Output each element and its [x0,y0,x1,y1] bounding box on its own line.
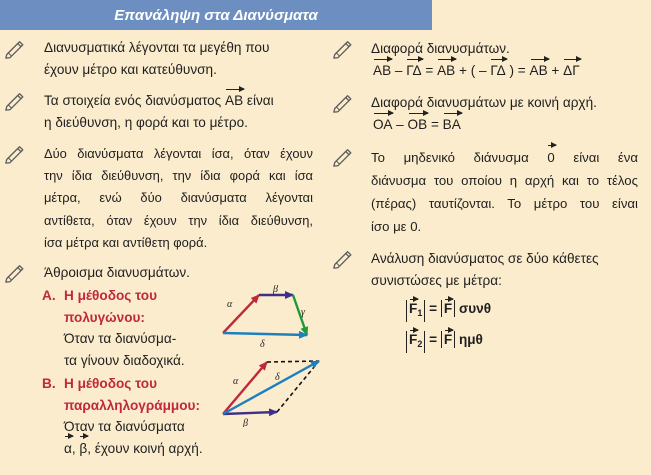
polygon-method-diagram [215,285,315,355]
text-line: μέτρα, ενώ δύο διανύσματα λέγονται [44,190,313,206]
text-line: Δύο διανύσματα λέγονται ίσα, όταν έχουν [44,146,313,161]
sum-heading: Άθροισμα διανυσμάτων. [44,265,190,280]
equal-opposite-text [44,143,313,254]
text-line: διάνυσμα του οποίου η αρχή και το τέλος [371,173,638,188]
page-title: Επανάληψη στα Διανύσματα [114,6,318,24]
vector-alpha-arrow [223,362,267,414]
pencil-icon [332,248,354,270]
component-formula-1: $F_1 = F$ συνθ [406,298,491,322]
text-line: Διανυσματικά λέγονται τα μεγέθη που [44,40,270,55]
difference-formula: ΑΒ – ΓΔ = ΑΒ + ( – ΓΔ ) = ΑΒ + ΔΓ [373,60,580,82]
parallelogram-method-diagram [215,352,330,427]
definition-text [44,37,324,80]
label-gamma: γ [301,307,305,318]
text-line: Τα στοιχεία ενός διανύσματος ΑΒ είναι [44,90,329,112]
method-b-title: Η μέθοδος του παραλληλογράμμου: [64,376,200,413]
method-a-body: Όταν τα διανύσμα- τα γίνουν διαδοχικά. [64,331,185,368]
component-formula-2: $F_2 = F$ ημθ [406,329,483,353]
text-line: (πέρας) ταυτίζονται. Το μέτρο του είναι [371,196,638,211]
vector-beta: β [79,438,87,460]
label-delta: δ [275,372,280,383]
vector-alpha: α [64,438,72,460]
method-b-body: Όταν τα διανύσματα α, β, έχουν κοινή αρχή. [64,416,203,459]
dashed-side-top [267,361,319,362]
pencil-icon [332,38,354,60]
pencil-icon [4,262,26,284]
common-origin-heading: Διαφορά διανυσμάτων με κοινή αρχή. [371,95,597,110]
vector-beta-arrow [223,412,277,414]
method-b-letter: Β. [42,376,56,391]
text-line: ίσο με 0. [371,219,422,234]
text-line: έχουν μέτρο και κατεύθυνση. [44,61,217,77]
title-bar [0,0,432,30]
text-line: η διεύθυνση, η φορά και το μέτρο. [44,114,248,130]
zero-vector-text [371,146,638,238]
difference-heading: Διαφορά διανυσμάτων. [371,41,510,56]
vector-delta-arrow [223,361,319,414]
label-delta: δ [260,339,265,350]
vector-delta-arrow [223,333,307,335]
label-alpha: α [227,299,233,310]
vector-ab: ΑΒ [225,90,243,112]
dashed-side-right [277,361,319,412]
label-beta: β [273,285,278,295]
decomposition-text: Ανάλυση διανύσματος σε δύο κάθετες συνιστώσες με μέτρα: [371,251,599,288]
text-line: ίσα μέτρα και αντίθετη φορά. [44,234,208,250]
pencil-icon [4,38,26,60]
text-line: την ίδια διεύθυνση, την ίδια φορά και ίσα [44,168,313,184]
pencil-icon [332,146,354,168]
pencil-icon [4,143,26,165]
method-a-letter: Α. [42,288,56,303]
label-alpha: α [233,376,239,387]
pencil-icon [4,90,26,112]
text-line: αντίθετα, όταν έχουν την ίδια διεύθυνση, [44,212,313,228]
text-line: Το μηδενικό διάνυσμα 0 είναι ένα [371,146,638,169]
common-origin-formula: ΟΑ – ΟΒ = ΒΑ [373,114,461,136]
pencil-icon [332,92,354,114]
elements-text [44,90,329,133]
label-beta: β [243,418,248,427]
method-a-title: Η μέθοδος του πολυγώνου: [64,288,157,325]
